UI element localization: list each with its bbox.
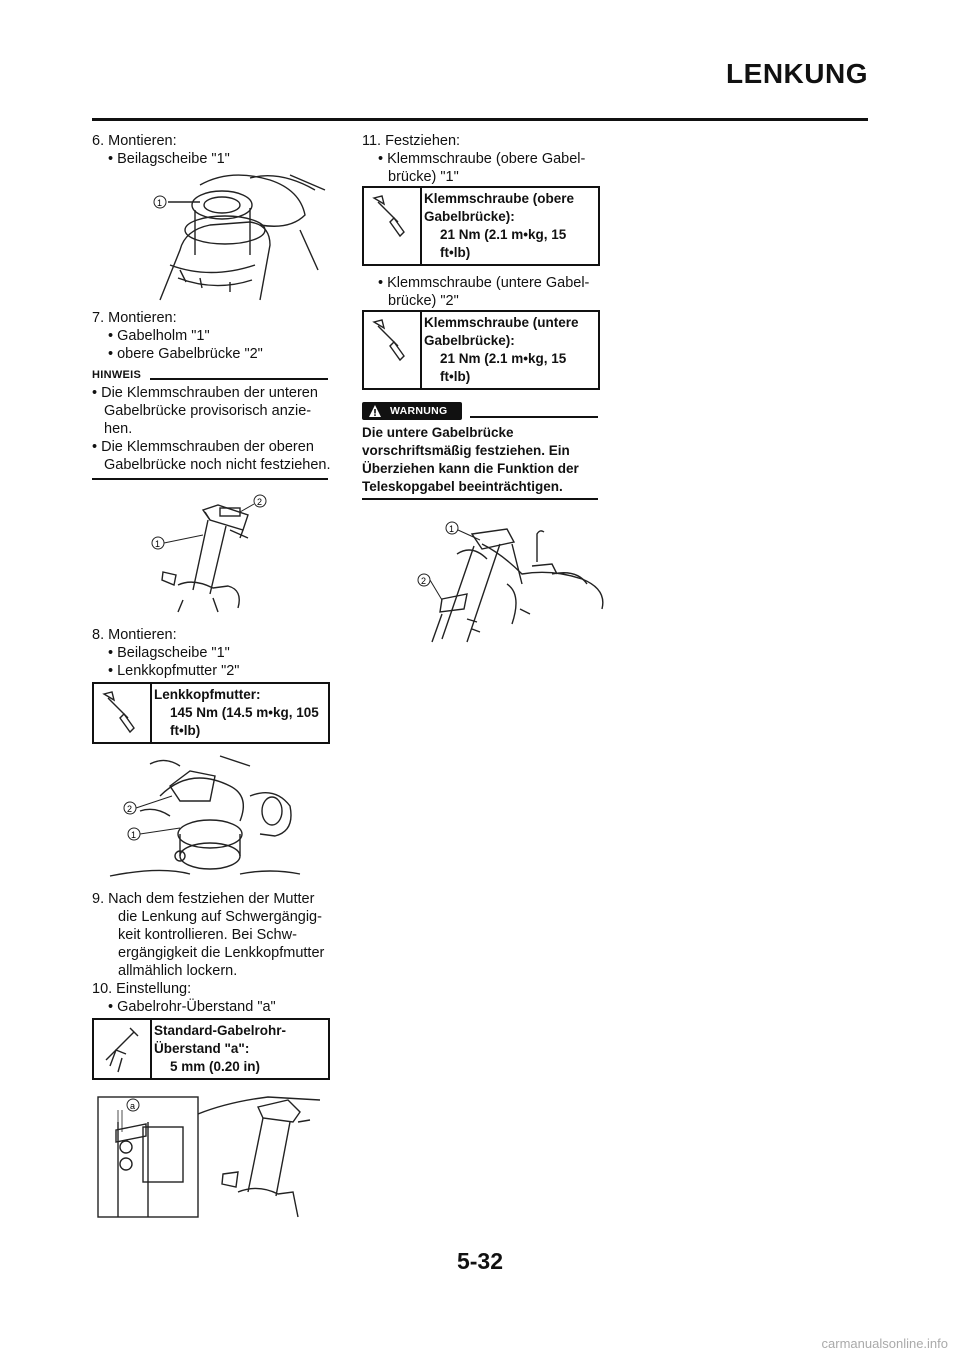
figure-fork-bracket	[148, 490, 268, 612]
step-10-heading: 10. Einstellung:	[92, 981, 192, 997]
step-8-bullet-2: • Lenkkopfmutter "2"	[108, 663, 240, 679]
spec-3-line-3: 21 Nm (2.1 m•kg, 15	[440, 227, 567, 242]
spec-4-line-1: Klemmschraube (untere	[424, 315, 579, 330]
figure-pinch-bolts	[412, 514, 612, 642]
callout-a: a	[130, 1101, 136, 1111]
hinweis-bullet-2-line-1: • Die Klemmschrauben der oberen	[92, 439, 314, 455]
callout-2: 2	[421, 576, 427, 586]
callout-1: 1	[157, 198, 163, 208]
callout-1: 1	[131, 830, 137, 840]
callout-2: 2	[127, 804, 133, 814]
figure-washer-install	[140, 170, 330, 305]
step-7-heading: 7. Montieren:	[92, 310, 177, 326]
warning-line-2: vorschriftsmäßig festziehen. Ein	[362, 443, 570, 458]
footer-watermark[interactable]: carmanualsonline.info	[821, 1336, 948, 1351]
spec-1-line-3: ft•lb)	[170, 723, 201, 738]
spec-4-line-4: ft•lb)	[440, 369, 471, 384]
warning-line-4: Teleskopgabel beeinträchtigen.	[362, 479, 563, 494]
warning-line-3: Überziehen kann die Funktion der	[362, 461, 579, 476]
hinweis-bullet-1-line-3: hen.	[104, 421, 133, 437]
bullet-lower-bracket-line-1: • Klemmschraube (untere Gabel-	[378, 275, 590, 291]
callout-1: 1	[449, 524, 455, 534]
spec-2-line-3: 5 mm (0.20 in)	[170, 1059, 261, 1074]
step-11-heading: 11. Festziehen:	[362, 133, 461, 149]
hinweis-bullet-1-line-2: Gabelbrücke provisorisch anzie-	[104, 403, 312, 419]
spec-4-line-3: 21 Nm (2.1 m•kg, 15	[440, 351, 567, 366]
warning-line-1: Die untere Gabelbrücke	[362, 425, 514, 440]
hinweis-bullet-1-line-1: • Die Klemmschrauben der unteren	[92, 385, 318, 401]
step-7-bullet-2: • obere Gabelbrücke "2"	[108, 346, 263, 362]
spec-1-line-1: Lenkkopfmutter:	[154, 687, 261, 702]
spec-3-line-4: ft•lb)	[440, 245, 471, 260]
spec-3-line-2: Gabelbrücke):	[424, 209, 515, 224]
torque-wrench-icon	[364, 312, 422, 388]
callout-1: 1	[155, 539, 161, 549]
hinweis-label: HINWEIS	[92, 369, 142, 381]
spec-4-line-2: Gabelbrücke):	[424, 333, 515, 348]
spec-box-lower-bracket-bolt	[362, 310, 600, 390]
step-9-line-4: ergängigkeit die Lenkkopfmutter	[118, 945, 325, 961]
step-6-heading: 6. Montieren:	[92, 133, 177, 149]
step-6-bullet-1: • Beilagscheibe "1"	[108, 151, 230, 167]
spec-1-line-2: 145 Nm (14.5 m•kg, 105	[170, 705, 319, 720]
spec-2-line-1: Standard-Gabelrohr-	[154, 1023, 287, 1038]
step-9-line-3: keit kontrollieren. Bei Schw-	[118, 927, 297, 943]
step-11-bullet-1-line-2: brücke) "1"	[388, 169, 459, 185]
hinweis-top-rule	[150, 378, 328, 380]
warning-top-rule	[470, 416, 598, 418]
step-10-bullet-1: • Gabelrohr-Überstand "a"	[108, 999, 276, 1015]
spec-2-line-2: Überstand "a":	[154, 1041, 250, 1056]
caliper-icon	[94, 1020, 152, 1078]
page-number: 5-32	[456, 1248, 504, 1274]
step-9-line-5: allmählich lockern.	[118, 963, 238, 979]
header-rule	[92, 118, 868, 121]
step-9-line-2: die Lenkung auf Schwergängig-	[118, 909, 322, 925]
page-title: LENKUNG	[726, 58, 868, 89]
spec-box-steering-nut	[92, 682, 330, 744]
figure-fork-protrusion	[98, 1092, 320, 1220]
step-9-line-1: 9. Nach dem festziehen der Mutter	[92, 891, 315, 907]
hinweis-bullet-2-line-2: Gabelbrücke noch nicht festziehen.	[104, 457, 331, 473]
spec-3-line-1: Klemmschraube (obere	[424, 191, 575, 206]
spec-box-fork-protrusion	[92, 1018, 330, 1080]
callout-2: 2	[257, 497, 263, 507]
figure-steering-nut	[100, 756, 300, 880]
step-8-bullet-1: • Beilagscheibe "1"	[108, 645, 230, 661]
warning-badge	[362, 402, 462, 420]
step-11-bullet-1-line-1: • Klemmschraube (obere Gabel-	[378, 151, 586, 167]
torque-wrench-icon	[94, 684, 152, 742]
step-8-heading: 8. Montieren:	[92, 627, 177, 643]
warning-bottom-rule	[362, 498, 598, 500]
torque-wrench-icon	[364, 188, 422, 264]
step-7-bullet-1: • Gabelholm "1"	[108, 328, 210, 344]
warning-triangle-icon	[368, 404, 382, 418]
hinweis-bottom-rule	[92, 478, 328, 480]
spec-box-upper-bracket-bolt	[362, 186, 600, 266]
bullet-lower-bracket-line-2: brücke) "2"	[388, 293, 459, 309]
warning-label: WARNUNG	[390, 405, 448, 417]
